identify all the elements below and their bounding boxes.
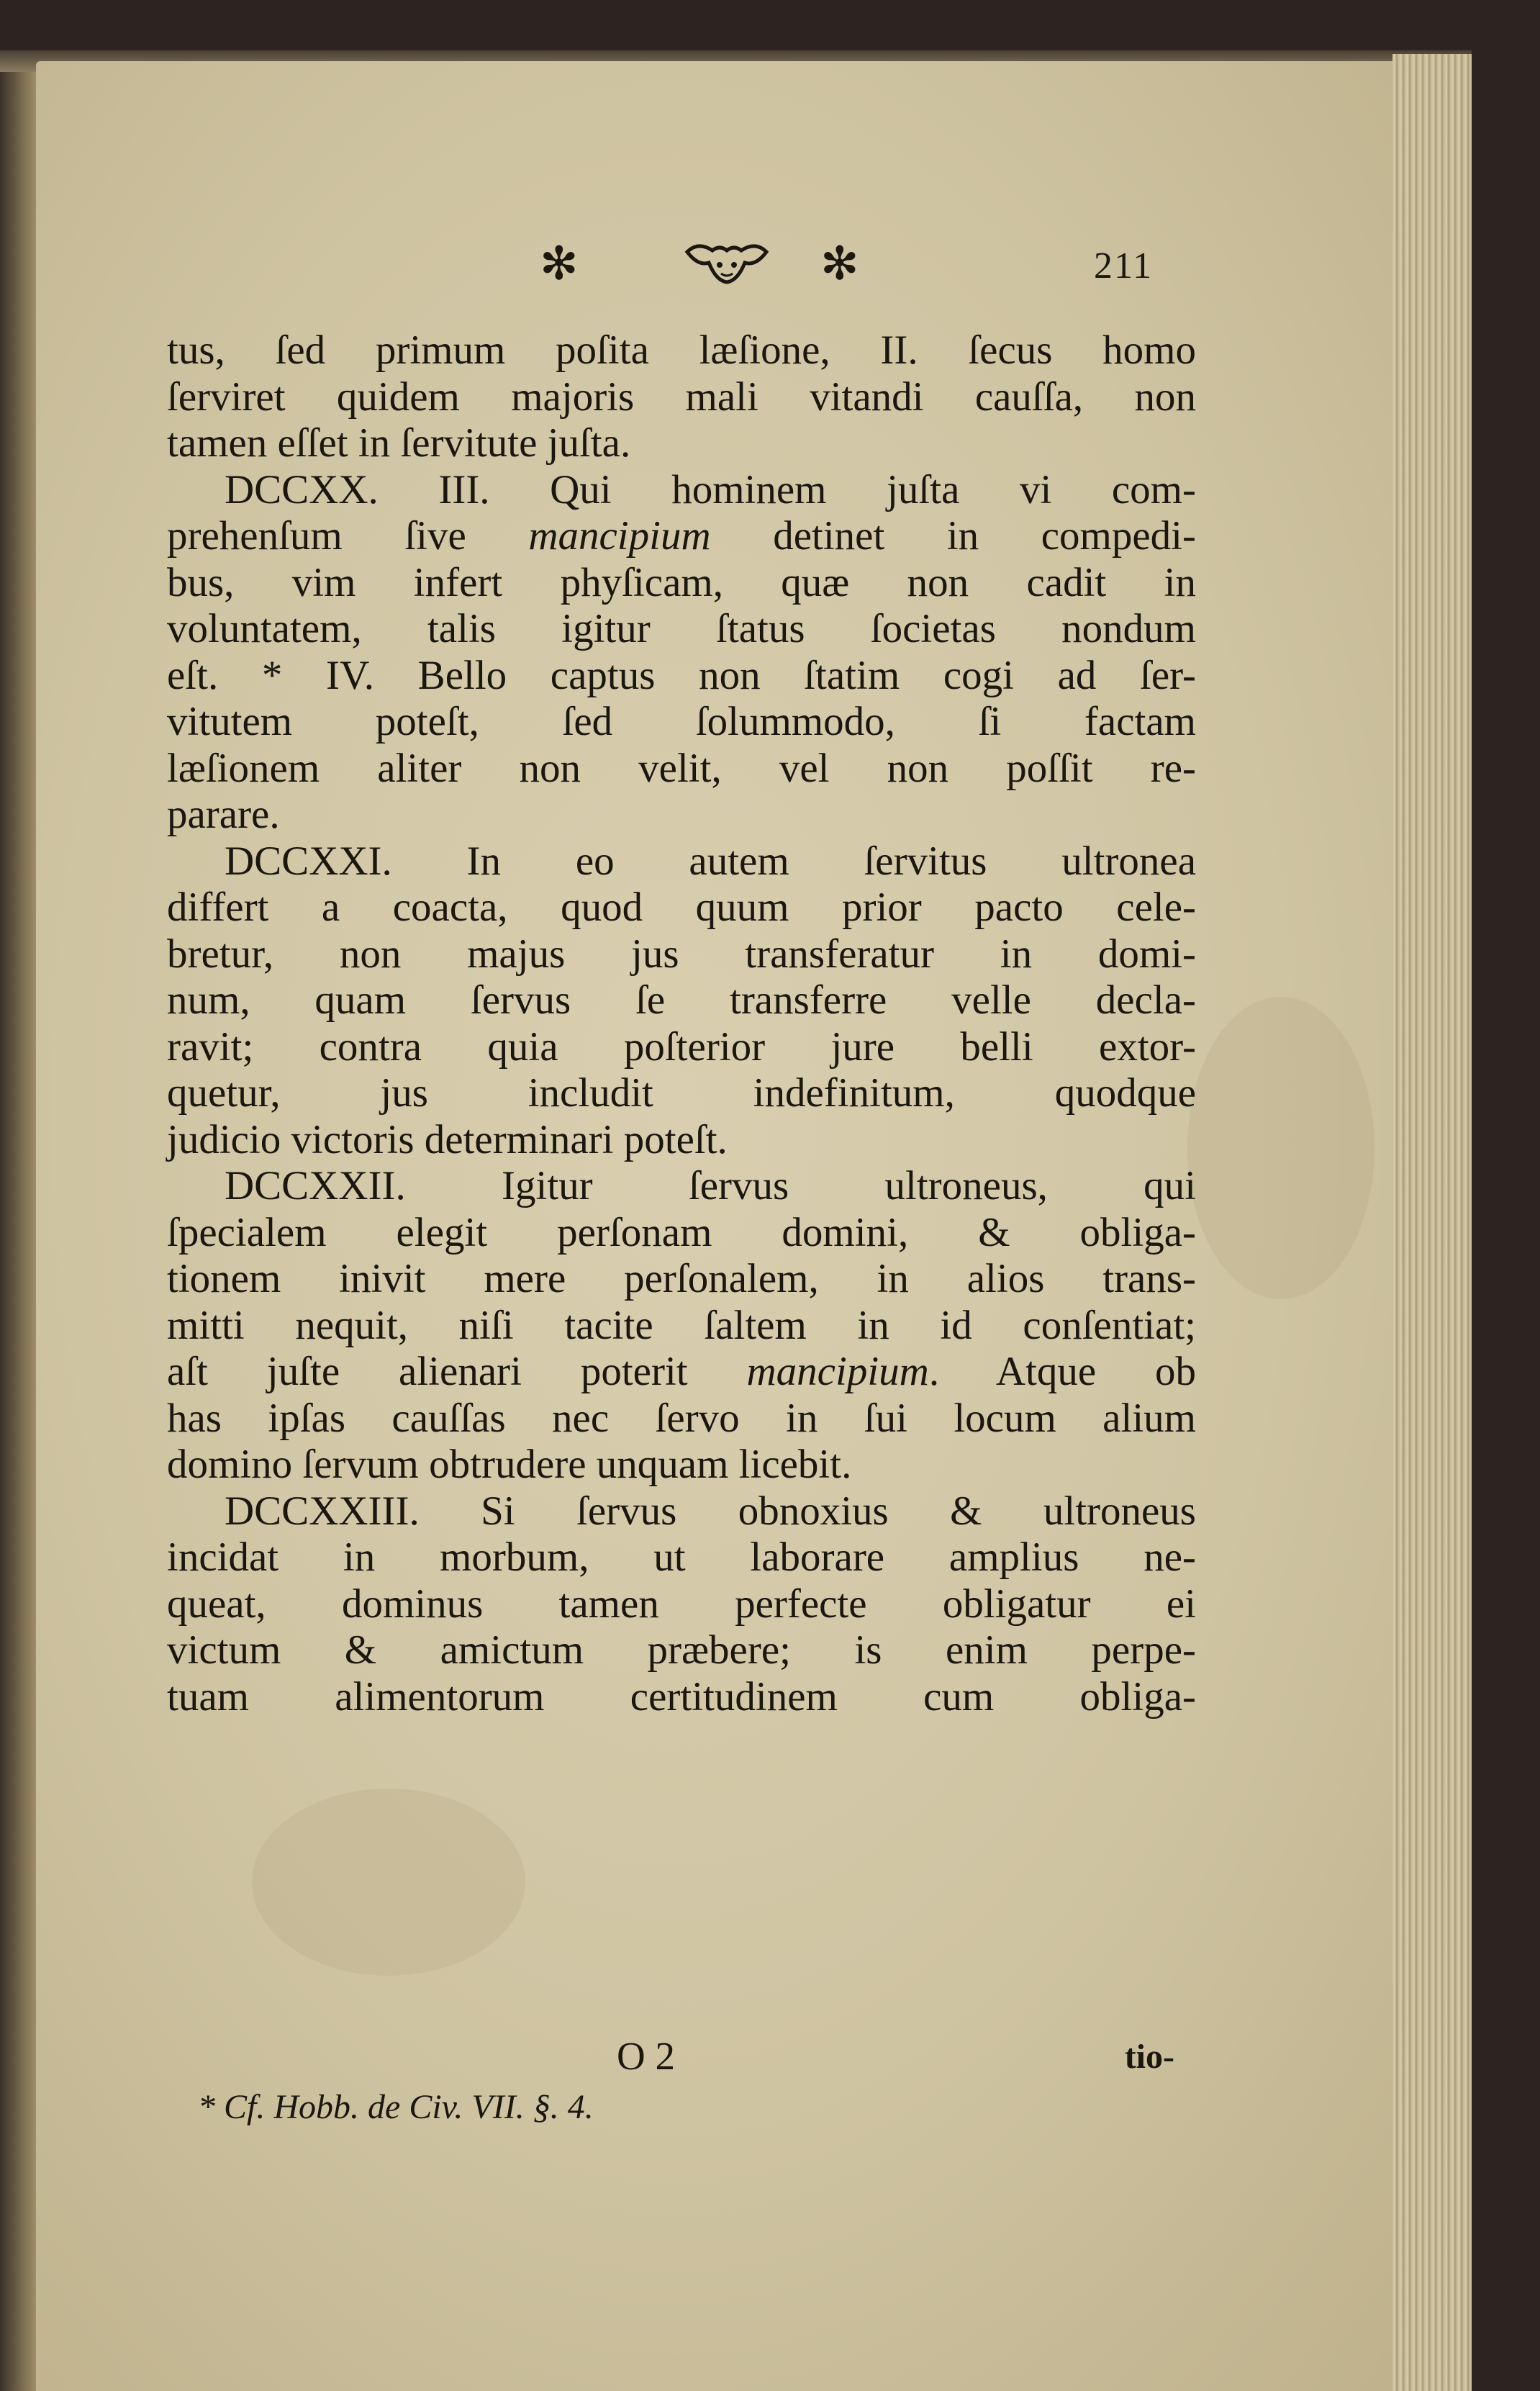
text-line: differt a coacta, quod quum prior pacto cele- — [167, 885, 1196, 930]
text-line: DCCXXII. Igitur ſervus ultroneus, qui — [225, 1163, 1196, 1208]
text-line: tus, ſed primum poſita læſione, II. ſecus homo — [167, 327, 1196, 373]
text-line: vitutem poteſt, ſed ſolummodo, ſi factam — [167, 699, 1196, 744]
text-line: domino ſervum obtrudere unquam licebit. — [167, 1442, 852, 1487]
italic-term: mancipium — [746, 1349, 929, 1394]
page-header — [504, 238, 1223, 309]
star-ornament-icon: ✻ — [820, 238, 859, 289]
catchword: tio- — [1124, 2038, 1174, 2076]
cherub-ornament-icon — [684, 238, 770, 288]
paper-stain — [252, 1789, 525, 1976]
signature-line — [167, 2033, 1196, 2084]
text-line: victum & amictum præbere; is enim perpe- — [167, 1627, 1196, 1673]
page-number: 211 — [1094, 245, 1154, 286]
text-line: DCCXXI. In eo autem ſervitus ultronea — [225, 838, 1196, 884]
text-line: queat, dominus tamen perfecte obligatur ei — [167, 1581, 1196, 1627]
text-segment: prehenſum ſive — [167, 513, 529, 559]
text-line — [167, 1349, 1196, 1396]
text-line: mitti nequit, niſi tacite ſaltem in id conſentiat; — [167, 1302, 1196, 1348]
text-line: bus, vim infert phyſicam, quæ non cadit in — [167, 559, 1196, 605]
text-line: voluntatem, talis igitur ſtatus ſocietas nondum — [167, 606, 1196, 651]
text-line: DCCXXIII. Si ſervus obnoxius & ultroneus — [225, 1488, 1196, 1534]
footnote: * Cf. Hobb. de Civ. VII. §. 4. — [198, 2088, 594, 2126]
text-line: tuam alimentorum certitudinem cum obliga- — [167, 1673, 1196, 1719]
text-line: ſpecialem elegit perſonam domini, & obliga- — [167, 1209, 1196, 1255]
text-line: parare. — [167, 792, 280, 837]
text-line: num, quam ſervus ſe transferre velle decla- — [167, 977, 1196, 1023]
text-line: tionem inivit mere perſonalem, in alios trans- — [167, 1256, 1196, 1301]
text-line: læſionem aliter non velit, vel non poſſit re- — [167, 745, 1196, 791]
text-line: eſt. * IV. Bello captus non ſtatim cogi ad ſer- — [167, 652, 1196, 698]
text-line: has ipſas cauſſas nec ſervo in ſui locum alium — [167, 1395, 1196, 1441]
body-text — [167, 327, 1196, 1720]
text-segment: detinet in compedi- — [710, 513, 1196, 559]
text-line: ravit; contra quia poſterior jure belli extor- — [167, 1023, 1196, 1070]
text-segment: . Atque ob — [928, 1349, 1197, 1394]
text-line: DCCXX. III. Qui hominem juſta vi com- — [225, 466, 1196, 512]
text-line: ſerviret quidem majoris mali vitandi cauſſa, non — [167, 374, 1196, 420]
signature-mark: O 2 — [617, 2034, 675, 2078]
italic-term: mancipium — [528, 513, 711, 559]
text-segment: aſt juſte alienari poterit — [167, 1349, 747, 1394]
text-line: bretur, non majus jus transferatur in domi- — [167, 931, 1196, 977]
text-line: judicio victoris determinari poteſt. — [167, 1116, 728, 1162]
page-edges — [1392, 54, 1472, 2391]
text-line — [167, 513, 1196, 560]
paper-stain — [1187, 997, 1374, 1299]
star-ornament-icon: ✻ — [540, 238, 579, 289]
text-line: tamen eſſet in ſervitute juſta. — [167, 420, 631, 466]
text-line: quetur, jus includit indefinitum, quodque — [167, 1070, 1196, 1116]
text-line: incidat in morbum, ut laborare amplius ne- — [167, 1535, 1196, 1580]
